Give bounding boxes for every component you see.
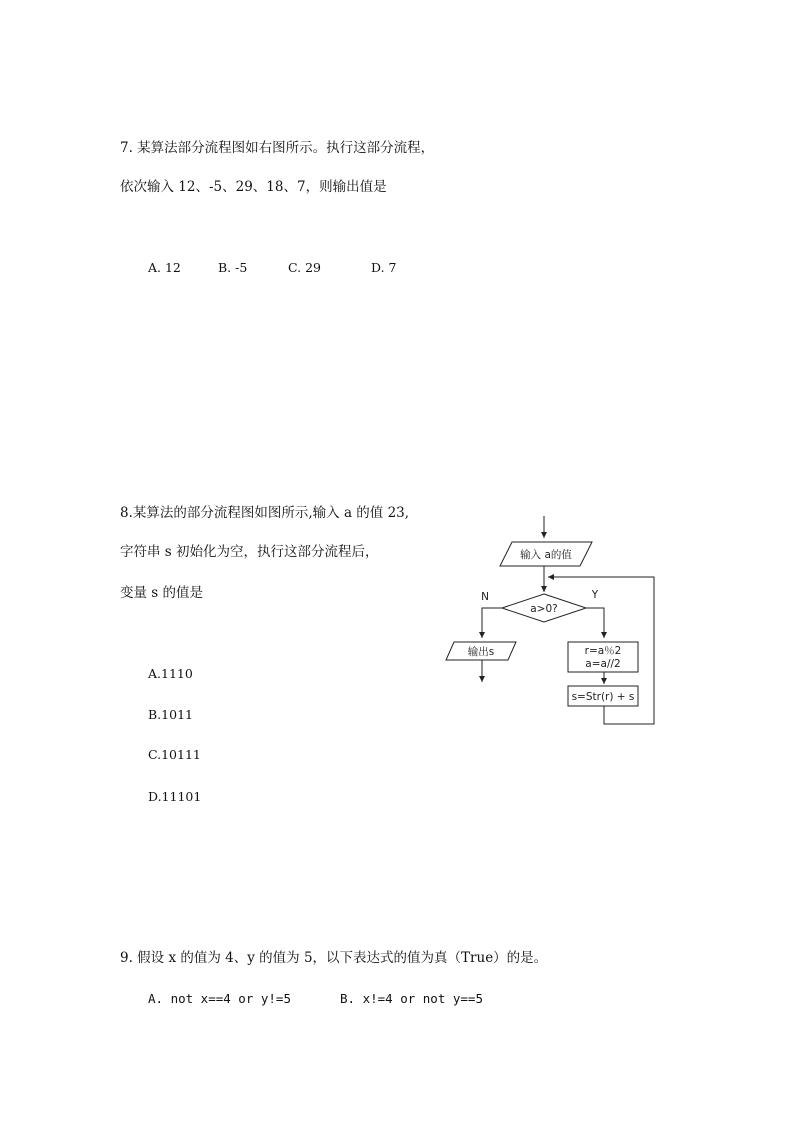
condition-label: a>0? bbox=[530, 603, 558, 615]
no-branch-line bbox=[482, 608, 502, 638]
q8-stem-line2: 字符串 s 初始化为空，执行这部分流程后， bbox=[120, 544, 379, 560]
q7-stem-line2: 依次输入 12、-5、29、18、7，则输出值是 bbox=[120, 179, 387, 195]
no-label: N bbox=[481, 591, 489, 603]
q8-flowchart bbox=[440, 510, 680, 740]
q7-option-a: A. 12 bbox=[148, 260, 181, 275]
q7-stem-line1: 7. 某算法部分流程图如右图所示。执行这部分流程， bbox=[120, 140, 435, 156]
process1-line2: a=a//2 bbox=[585, 658, 621, 670]
q8-stem-line1: 8.某算法的部分流程图如图所示,输入 a 的值 23, bbox=[120, 505, 410, 521]
q8-option-a: A.1110 bbox=[148, 666, 193, 681]
q9-option-b: B. x!=4 or not y==5 bbox=[340, 991, 483, 1006]
q9-stem: 9. 假设 x 的值为 4、y 的值为 5，以下表达式的值为真（True）的是。 bbox=[120, 950, 548, 966]
q8-option-c: C.10111 bbox=[148, 747, 201, 762]
yes-label: Y bbox=[591, 589, 599, 601]
yes-branch-line bbox=[586, 608, 604, 638]
q9-option-a: A. not x==4 or y!=5 bbox=[148, 991, 291, 1006]
process2-label: s=Str(r) + s bbox=[571, 691, 635, 703]
input-label: 输入 a的值 bbox=[520, 549, 572, 561]
q7-option-d: D. 7 bbox=[371, 260, 397, 275]
q8-option-b: B.1011 bbox=[148, 707, 193, 722]
q7-option-b: B. -5 bbox=[218, 260, 248, 275]
output-label: 输出s bbox=[467, 646, 495, 658]
q7-option-c: C. 29 bbox=[288, 260, 321, 275]
q8-stem-line3: 变量 s 的值是 bbox=[120, 585, 204, 601]
q8-option-d: D.11101 bbox=[148, 789, 202, 804]
process1-line1: r=a％2 bbox=[584, 645, 622, 657]
